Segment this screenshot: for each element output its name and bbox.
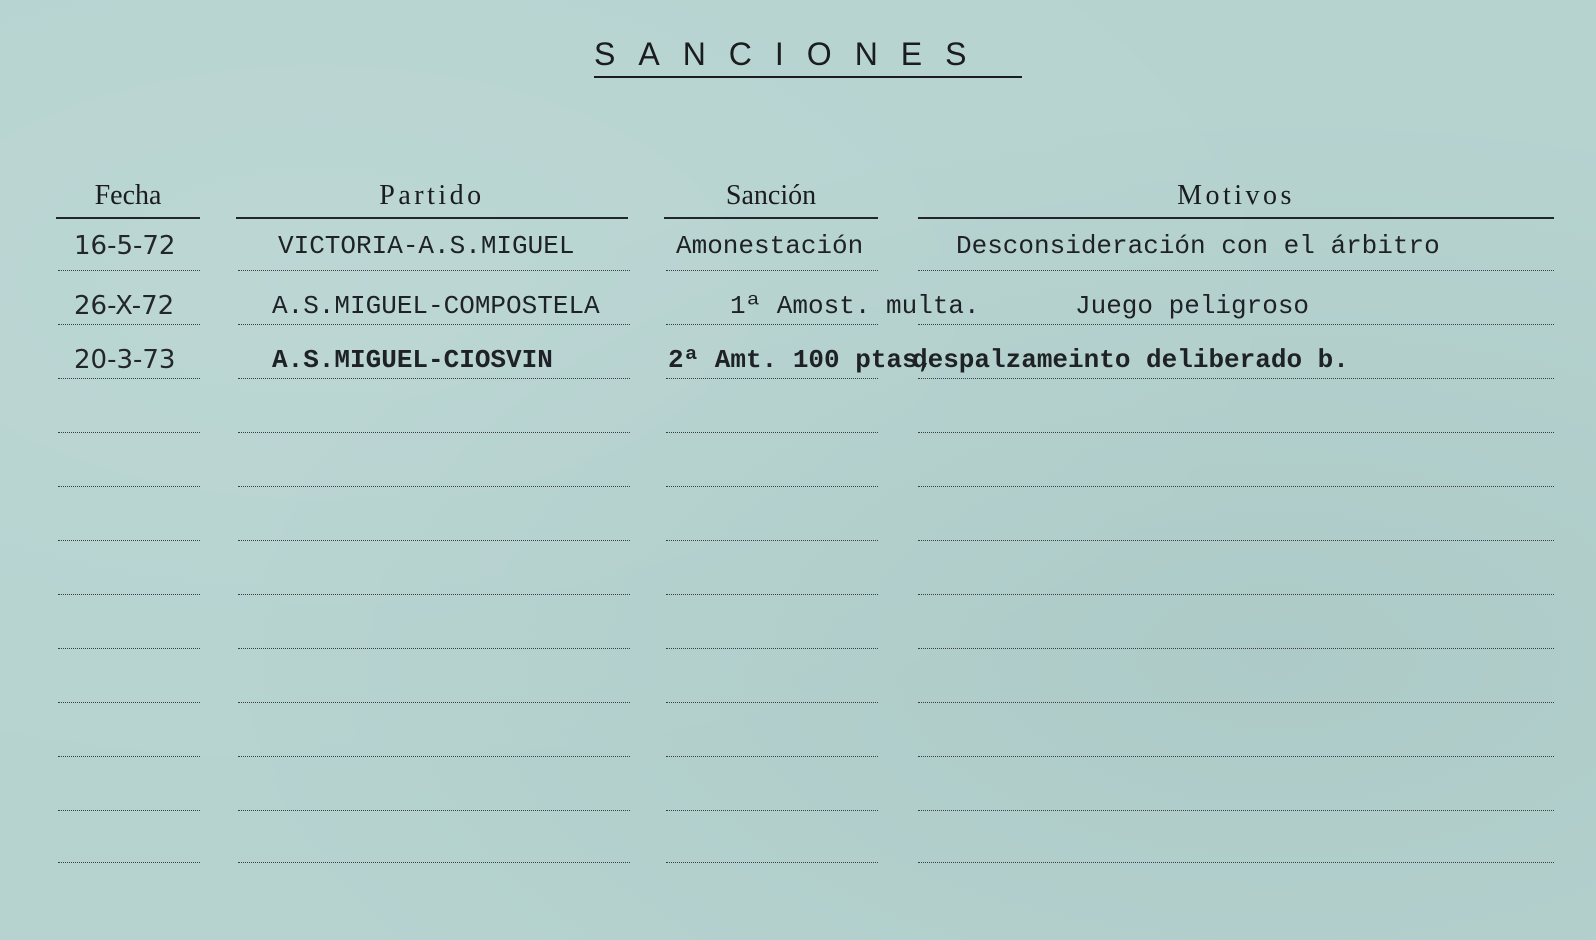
row-2-partido: A.S.MIGUEL-COMPOSTELA — [272, 291, 600, 321]
ruled-line — [666, 862, 878, 863]
ruled-line — [58, 432, 200, 433]
row-2-fecha: 26-X-72 — [74, 291, 175, 321]
ruled-line — [58, 486, 200, 487]
ruled-line — [918, 486, 1554, 487]
row-3-partido: A.S.MIGUEL-CIOSVIN — [272, 345, 553, 375]
card-title: SANCIONES — [594, 36, 990, 72]
ruled-line — [58, 270, 200, 271]
ruled-line — [918, 756, 1554, 757]
ruled-line — [666, 270, 878, 271]
ruled-line — [918, 862, 1554, 863]
ruled-line — [58, 540, 200, 541]
ruled-line — [238, 756, 630, 757]
row-3-sancion: 2ª Amt. 100 ptas, — [668, 345, 934, 375]
ruled-line — [238, 540, 630, 541]
ruled-line — [238, 270, 630, 271]
ruled-line — [58, 862, 200, 863]
header-rule-sancion — [664, 217, 878, 219]
ruled-line — [58, 756, 200, 757]
ruled-line — [58, 648, 200, 649]
ruled-line — [666, 594, 878, 595]
header-rule-fecha — [56, 217, 200, 219]
ruled-line — [58, 810, 200, 811]
ruled-line — [238, 862, 630, 863]
row-3-fecha: 20-3-73 — [74, 345, 176, 375]
ruled-line — [666, 702, 878, 703]
ruled-line — [666, 648, 878, 649]
ruled-line — [918, 702, 1554, 703]
ruled-line — [238, 594, 630, 595]
ruled-line — [666, 540, 878, 541]
row-2-motivos: Juego peligroso — [1075, 291, 1310, 321]
ruled-line — [58, 594, 200, 595]
row-1-partido: VICTORIA-A.S.MIGUEL — [278, 231, 575, 261]
ruled-line — [238, 810, 630, 811]
ruled-line — [918, 648, 1554, 649]
ruled-line — [238, 486, 630, 487]
ruled-line — [238, 702, 630, 703]
ruled-line — [666, 432, 878, 433]
title-underline — [594, 76, 1022, 78]
ruled-line — [918, 432, 1554, 433]
header-motivos: Motivos — [1177, 180, 1295, 211]
ruled-line — [918, 594, 1554, 595]
header-sancion: Sanción — [725, 180, 817, 211]
row-1-fecha: 16-5-72 — [74, 231, 176, 261]
row-3-motivos: despalzameinto deliberado b. — [912, 345, 1349, 375]
header-rule-motivos — [918, 217, 1554, 219]
ruled-line — [666, 810, 878, 811]
header-rule-partido — [236, 217, 628, 219]
ruled-line — [918, 270, 1554, 271]
row-1-motivos: Desconsideración con el árbitro — [956, 231, 1440, 261]
ruled-line — [666, 756, 878, 757]
ruled-line — [58, 702, 200, 703]
row-2-sancion: 1ª Amost. multa. — [730, 291, 980, 321]
ruled-line — [918, 540, 1554, 541]
header-partido: Partido — [379, 180, 485, 211]
header-fecha: Fecha — [94, 180, 162, 211]
ruled-line — [666, 486, 878, 487]
ruled-line — [238, 648, 630, 649]
ruled-line — [238, 432, 630, 433]
row-1-sancion: Amonestación — [676, 231, 864, 261]
ruled-line — [918, 810, 1554, 811]
